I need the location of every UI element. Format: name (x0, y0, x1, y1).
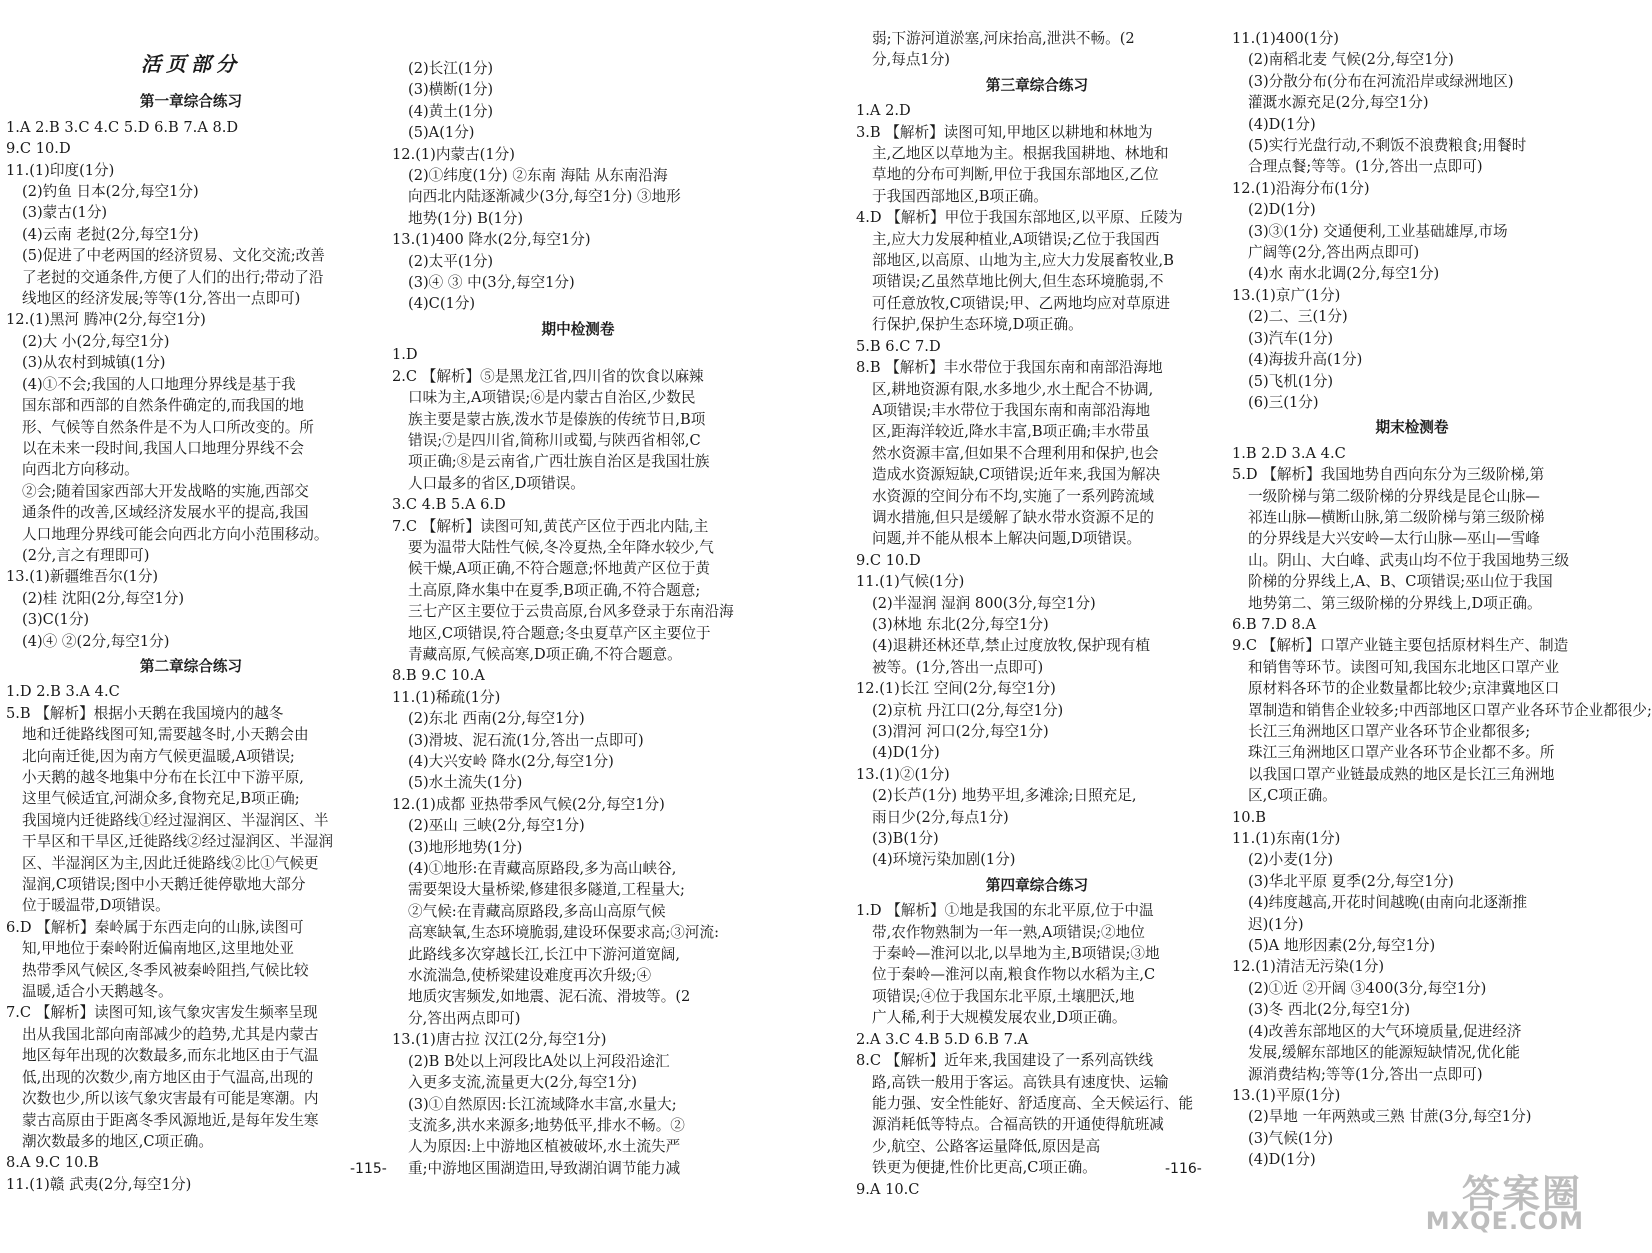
answer-line: 地区每年出现的次数最多,而东北地区由于气温 (22, 1047, 319, 1065)
answer-line: (2)B B处以上河段比A处以上河段沿途汇 (408, 1052, 670, 1070)
answer-line: (2)太平(1分) (408, 252, 494, 270)
right-page (800, 0, 1652, 1253)
answer-line: 北向南迁徙,因为南方气候更温暖,A项错误; (22, 747, 295, 765)
answer-line: 1.A 2.B 3.C 4.C 5.D 6.B 7.A 8.D (6, 118, 239, 136)
answer-line: 13.(1)平原(1分) (1232, 1086, 1341, 1104)
answer-line: 我国境内迁徙路线①经过湿润区、半湿润区、半 (22, 811, 329, 829)
answer-line: (2)小麦(1分) (1248, 851, 1334, 869)
answer-line: 通条件的改善,区域经济发展水平的提高,我国 (22, 504, 309, 522)
answer-line: 和销售等环节。读图可知,我国东北地区口罩产业 (1248, 658, 1560, 676)
answer-line: (2)长江(1分) (408, 60, 494, 77)
answer-line: 入更多支流,流量更大(2分,每空1分) (408, 1074, 637, 1092)
answer-line: 线地区的经济发展;等等(1分,答出一点即可) (22, 290, 301, 308)
answer-line: (5)促进了中老两国的经济贸易、文化交流;改善 (22, 247, 325, 265)
answer-line: (2)东北 西南(2分,每空1分) (408, 710, 585, 728)
answer-line: (3)华北平原 夏季(2分,每空1分) (1248, 872, 1454, 890)
answer-line: 位于秦岭—淮河以南,粮食作物以水稻为主,C (872, 966, 1156, 984)
answer-line: 路,高铁一般用于客运。高铁具有速度快、运输 (872, 1073, 1169, 1091)
answer-line: 2.C 【解析】⑤是黑龙江省,四川省的饮食以麻辣 (392, 367, 704, 385)
answer-line: 灌溉水源充足(2分,每空1分) (1248, 94, 1429, 112)
answer-line: 13.(1)新疆维吾尔(1分) (6, 568, 159, 586)
answer-line: 10.B (1232, 808, 1266, 826)
answer-line: 的分界线是大兴安岭—太行山脉—巫山—雪峰 (1248, 530, 1540, 548)
section-heading: 第四章综合练习 (985, 876, 1089, 894)
answer-line: (4)①不会;我国的人口地理分界线是基于我 (22, 375, 296, 393)
answer-line: 1.D 2.B 3.A 4.C (6, 683, 120, 701)
answer-line: 铁更为便捷,性价比更高,C项正确。 (872, 1159, 1097, 1177)
answer-line: (2)旱地 一年两熟或三熟 甘蔗(3分,每空1分) (1248, 1108, 1532, 1126)
answer-line: (3)分散分布(分布在河流沿岸或绿洲地区) (1248, 72, 1514, 90)
answer-line: 5.B 【解析】根据小天鹅在我国境内的越冬 (6, 704, 284, 722)
answer-line: (2)京杭 丹江口(2分,每空1分) (872, 701, 1064, 719)
answer-line: (3)①自然原因:长江流域降水丰富,水量大; (408, 1095, 677, 1113)
answer-line: 口味为主,A项错误;⑥是内蒙古自治区,少数民 (408, 389, 696, 407)
answer-line: 次数也少,所以该气象灾害最有可能是寒潮。内 (22, 1090, 319, 1108)
answer-line: (4)大兴安岭 降水(2分,每空1分) (408, 753, 614, 770)
answer-line: 山。阴山、大白峰、武夷山均不位于我国地势三级 (1248, 551, 1570, 569)
answer-line: 潮次数最多的地区,C项正确。 (22, 1132, 213, 1150)
answer-line: 3.C 4.B 5.A 6.D (392, 496, 506, 514)
answer-line: (2)桂 沈阳(2分,每空1分) (22, 589, 185, 607)
answer-line: (3)蒙古(1分) (22, 204, 108, 222)
answer-line: (4)退耕还林还草,禁止过度放牧,保护现有植 (872, 637, 1151, 655)
answer-line: 迟)(1分) (1248, 915, 1304, 933)
answer-line: 3.B 【解析】读图可知,甲地区以耕地和林地为 (856, 123, 1153, 141)
answer-line: 能力强、安全性能好、舒适度高、全天候运行、能 (872, 1094, 1194, 1112)
answer-line: 12.(1)沿海分布(1分) (1232, 179, 1370, 197)
answer-line: 项错误;乙虽然草地比例大,但生态环境脆弱,不 (872, 273, 1164, 291)
answer-line: 11.(1)东南(1分) (1232, 830, 1341, 848)
answer-line: 土高原,降水集中在夏季,B项正确,不符合题意; (408, 581, 701, 599)
answer-line: (2)南稻北麦 气候(2分,每空1分) (1248, 51, 1454, 69)
answer-line: (2)二、三(1分) (1248, 308, 1348, 326)
answer-line: 阶梯的分界线上,A、B、C项错误;巫山位于我国 (1248, 573, 1553, 591)
page-number-left: -115- (350, 1161, 387, 1177)
answer-line: 7.C 【解析】读图可知,该气象灾害发生频率呈现 (6, 1004, 318, 1022)
answer-line: 7.C 【解析】读图可知,黄芪产区位于西北内陆,主 (392, 517, 709, 535)
column-4-lines (1232, 28, 1652, 1171)
answer-line: 12.(1)清洁无污染(1分) (1232, 958, 1385, 976)
section-heading: 第三章综合练习 (985, 76, 1089, 94)
column-2 (392, 58, 764, 1179)
answer-line: 于秦岭—淮河以北,以旱地为主,B项错误;③地 (872, 945, 1160, 963)
answer-line: 高寒缺氧,生态环境脆弱,建设环保要求高;③河流: (408, 924, 719, 942)
answer-line: (2)长芦(1分) 地势平坦,多滩涂;日照充足, (872, 787, 1137, 805)
answer-line: 11.(1)气候(1分) (856, 573, 965, 591)
answer-line: 区、半湿润区为主,因此迁徙路线②比①气候更 (22, 854, 319, 872)
answer-line: 一级阶梯与第二级阶梯的分界线是昆仑山脉— (1248, 487, 1540, 505)
answer-line: 地质灾害频发,如地震、泥石流、滑坡等。(2 (408, 988, 691, 1006)
answer-line: 2.A 3.C 4.B 5.D 6.B 7.A (856, 1030, 1029, 1048)
answer-line: 青藏高原,气候高寒,D项正确,不符合题意。 (408, 645, 682, 663)
answer-line: 广阔等(2分,答出两点即可) (1248, 244, 1420, 262)
answer-line: 12.(1)长江 空间(2分,每空1分) (856, 680, 1056, 698)
answer-line: (4)海拔升高(1分) (1248, 351, 1363, 369)
section-heading: 期末检测卷 (1375, 419, 1449, 437)
answer-line: 11.(1)400(1分) (1232, 30, 1340, 47)
answer-line: 位于暖温带,D项错误。 (22, 897, 170, 915)
answer-line: 调水措施,但只是缓解了缺水带水资源不足的 (872, 508, 1154, 526)
watermark-bottom-text: MXQE.COM (1425, 1207, 1584, 1235)
answer-line: 支流多,洪水来源多;地势低平,排水不畅。② (408, 1116, 685, 1134)
answer-line: 1.D (392, 346, 418, 364)
answer-line: (4)纬度越高,开花时间越晚(由南向北逐渐推 (1248, 894, 1528, 912)
answer-line: 候干燥,A项正确,不符合题意;怀地黄产区位于黄 (408, 560, 711, 578)
answer-line: (3)地形地势(1分) (408, 838, 523, 856)
answer-line: 珠江三角洲地区口罩产业各环节企业都不多。所 (1248, 744, 1555, 762)
answer-line: 源消费结构;等等(1分,答出一点即可) (1248, 1065, 1483, 1083)
answer-line: 广人稀,利于大规模发展农业,D项正确。 (872, 1009, 1127, 1027)
answer-line: 重;中游地区围湖造田,导致湖泊调节能力减 (408, 1159, 681, 1177)
answer-line: 行保护,保护生态环境,D项正确。 (872, 316, 1083, 334)
answer-line: 需要架设大量桥梁,修建很多隧道,工程量大; (408, 881, 685, 899)
answer-line: 热带季风气候区,冬季风被秦岭阻挡,气候比较 (22, 961, 309, 979)
answer-line: (3)滑坡、泥石流(1分,答出一点即可) (408, 731, 644, 749)
answer-line: 区,耕地资源有限,水多地少,水土配合不协调, (872, 380, 1154, 398)
answer-line: (5)飞机(1分) (1248, 372, 1334, 390)
answer-line: (2)①近 ②开阔 ③400(3分,每空1分) (1248, 979, 1487, 997)
answer-line: (4)改善东部地区的大气环境质量,促进经济 (1248, 1022, 1522, 1040)
answer-line: 罩制造和销售企业较多;中西部地区口罩产业各环节企业都很少; (1248, 701, 1652, 719)
left-page (0, 0, 800, 1253)
answer-line: 国东部和西部的自然条件确定的,而我国的地 (22, 397, 304, 415)
answer-line: 发展,缓解东部地区的能源短缺情况,优化能 (1248, 1044, 1520, 1062)
watermark-logo (1420, 1163, 1588, 1237)
answer-line: 部地区,以高原、山地为主,应大力发展畜牧业,B (872, 252, 1174, 270)
answer-line: 于我国西部地区,B项正确。 (872, 187, 1048, 205)
watermark-top-text: 答案圈 (1461, 1172, 1582, 1216)
answer-line: ②气候:在青藏高原路段,多高山高原气候 (408, 902, 666, 920)
answer-line: 区,距海洋较近,降水丰富,B项正确;丰水带虽 (872, 423, 1150, 441)
answer-line: 主,乙地区以草地为主。根据我国耕地、林地和 (872, 145, 1169, 163)
answer-line: (4)④ ②(2分,每空1分) (22, 632, 170, 650)
answer-line: (4)C(1分) (408, 295, 476, 313)
answer-line: 13.(1)唐古拉 汉江(2分,每空1分) (392, 1031, 607, 1049)
answer-line: 6.B 7.D 8.A (1232, 615, 1317, 633)
answer-line: 以我国口罩产业链最成熟的地区是长江三角洲地 (1248, 765, 1555, 783)
answer-line: 1.B 2.D 3.A 4.C (1232, 444, 1346, 462)
column-2-lines (392, 58, 764, 1179)
column-3 (856, 28, 1218, 1200)
answer-line: 6.D 【解析】秦岭属于东西走向的山脉,读图可 (6, 918, 304, 936)
answer-line: 知,甲地位于秦岭附近偏南地区,这里地处亚 (22, 940, 294, 958)
answer-line: 12.(1)黑河 腾冲(2分,每空1分) (6, 311, 206, 329)
answer-line: 5.D 【解析】我国地势自西向东分为三级阶梯,第 (1232, 466, 1545, 484)
answer-line: 8.C 【解析】近年来,我国建设了一系列高铁线 (856, 1052, 1154, 1070)
answer-line: A项错误;丰水带位于我国东南和南部沿海地 (872, 401, 1151, 419)
answer-line: (2)钓鱼 日本(2分,每空1分) (22, 183, 199, 201)
answer-line: 项错误;④位于我国东北平原,土壤肥沃,地 (872, 987, 1135, 1005)
page-number-right: -116- (1165, 1161, 1202, 1177)
answer-line: (3)从农村到城镇(1分) (22, 354, 166, 372)
answer-line: 8.B 【解析】丰水带位于我国东南和南部沿海地 (856, 359, 1163, 377)
answer-line: (3)渭河 河口(2分,每空1分) (872, 723, 1049, 740)
answer-line: 合理点餐;等等。(1分,答出一点即可) (1248, 158, 1483, 176)
answer-line: 地区,C项错误,符合题意;冬虫夏草产区主要位于 (408, 624, 711, 642)
answer-line: (2)①纬度(1分) ②东南 海陆 从东南沿海 (408, 167, 668, 185)
answer-line: 小天鹅的越冬地集中分布在长江中下游平原, (22, 769, 304, 786)
answer-line: 1.A 2.D (856, 102, 911, 120)
column-4 (1232, 28, 1652, 1171)
answer-line: 雨日少(2分,每点1分) (872, 808, 1009, 826)
answer-line: 地势(1分) B(1分) (408, 209, 524, 227)
answer-line: 造成水资源短缺,C项错误;近年来,我国为解决 (872, 466, 1161, 484)
answer-line: (4)①地形:在青藏高原路段,多为高山峡谷, (408, 860, 677, 878)
answer-line: (3)林地 东北(2分,每空1分) (872, 615, 1049, 633)
answer-line: (4)黄土(1分) (408, 102, 494, 120)
answer-line: 带,农作物熟制为一年一熟,A项错误;②地位 (872, 923, 1145, 941)
answer-line: (3)汽车(1分) (1248, 329, 1334, 347)
answer-line: 温暖,适合小天鹅越冬。 (22, 983, 173, 1001)
answer-line: 水流湍急,使桥梁建设难度再次升级;④ (408, 967, 652, 985)
answer-line: (3)④ ③ 中(3分,每空1分) (408, 274, 575, 292)
answer-line: 族主要是蒙古族,泼水节是傣族的传统节日,B项 (408, 410, 706, 428)
answer-line: 此路线多次穿越长江,长江中下游河道宽阔, (408, 945, 680, 963)
answer-line: (2)D(1分) (1248, 201, 1316, 219)
section-heading: 期中检测卷 (541, 320, 615, 338)
column-1-lines (6, 91, 376, 1195)
answer-line: 11.(1)印度(1分) (6, 161, 115, 179)
answer-line: 形、气候等自然条件是不为人口所改变的。所 (22, 418, 314, 436)
section-heading: 第二章综合练习 (139, 657, 243, 675)
answer-line: 9.A 10.C (856, 1180, 920, 1198)
answer-line: (3)气候(1分) (1248, 1129, 1334, 1147)
answer-line: 地和迁徙路线图可知,需要越冬时,小天鹅会由 (22, 726, 309, 744)
answer-line: 13.(1)400 降水(2分,每空1分) (392, 231, 591, 249)
answer-line: 分,每点1分) (872, 51, 950, 69)
answer-line: 分,答出两点即可) (408, 1009, 521, 1027)
answer-line: 少,航空、公路客运量降低,原因是高 (872, 1137, 1101, 1155)
answer-line: 11.(1)稀疏(1分) (392, 688, 501, 706)
answer-line: 问题,并不能从根本上解决问题,D项错误。 (872, 530, 1142, 548)
answer-line: 干旱区和干旱区,迁徙路线②经过湿润区、半湿润 (22, 833, 334, 851)
answer-line: 弱;下游河道淤塞,河床抬高,泄洪不畅。(2 (872, 30, 1135, 47)
answer-line: 长江三角洲地区口罩产业各环节企业都很多; (1248, 723, 1531, 740)
answer-line: ②会;随着国家西部大开发战略的实施,西部交 (22, 482, 309, 500)
answer-line: 源消耗低等特点。合福高铁的开通使得航班减 (872, 1116, 1164, 1134)
answer-line: (2分,言之有理即可) (22, 546, 150, 564)
answer-line: 项正确;⑧是云南省,广西壮族自治区是我国壮族 (408, 453, 710, 471)
answer-line: (3)C(1分) (22, 611, 90, 629)
answer-line: (4)环境污染加剧(1分) (872, 851, 1016, 869)
answer-line: 向西北内陆逐渐减少(3分,每空1分) ③地形 (408, 188, 681, 206)
answer-line: 向西北方向移动。 (22, 461, 139, 479)
answer-line: 4.D 【解析】甲位于我国东部地区,以平原、丘陵为 (856, 209, 1183, 227)
answer-line: 草地的分布可判断,甲位于我国东部地区,乙位 (872, 166, 1159, 184)
answer-line: (4)D(1分) (1248, 115, 1316, 133)
answer-line: (3)B(1分) (872, 830, 939, 848)
answer-line: 13.(1)京广(1分) (1232, 286, 1341, 304)
answer-line: 9.C 【解析】口罩产业链主要包括原材料生产、制造 (1232, 637, 1569, 655)
section-title: 活页部分 (141, 52, 241, 76)
section-heading: 第一章综合练习 (139, 93, 243, 111)
answer-line: 以在未来一段时间,我国人口地理分界线不会 (22, 439, 304, 457)
answer-line: 原材料各环节的企业数量都比较少;京津冀地区口 (1248, 680, 1560, 698)
answer-line: (2)半湿润 湿润 800(3分,每空1分) (872, 594, 1096, 612)
answer-line: 三七产区主要位于云贵高原,台风多登录于东南沿海 (408, 603, 734, 621)
answer-line: 要为温带大陆性气候,冬冷夏热,全年降水较少,气 (408, 538, 714, 556)
answer-line: 1.D 【解析】①地是我国的东北平原,位于中温 (856, 902, 1154, 920)
answer-line: 区,C项正确。 (1248, 787, 1337, 805)
answer-line: 祁连山脉—横断山脉,第二级阶梯与第三级阶梯 (1248, 508, 1545, 526)
answer-line: (3)横断(1分) (408, 81, 494, 99)
answer-line: (5)水土流失(1分) (408, 774, 523, 792)
answer-line: 5.B 6.C 7.D (856, 337, 941, 355)
answer-line: 人口最多的省区,D项错误。 (408, 474, 585, 492)
answer-line: 错误;⑦是四川省,简称川或蜀,与陕西省相邻,C (408, 431, 701, 449)
answer-line: 湿润,C项错误;图中小天鹅迁徙停歇地大部分 (22, 876, 306, 894)
answer-line: 12.(1)成都 亚热带季风气候(2分,每空1分) (392, 795, 665, 813)
answer-line: 13.(1)②(1分) (856, 765, 950, 783)
answer-line: (5)A(1分) (408, 124, 475, 142)
answer-line: (3)冬 西北(2分,每空1分) (1248, 1001, 1411, 1019)
answer-line: 9.C 10.D (6, 140, 71, 158)
answer-line: 蒙古高原由于距离冬季风源地近,是每年发生寒 (22, 1111, 319, 1129)
answer-line: 人为原因:上中游地区植被破坏,水土流失严 (408, 1138, 681, 1156)
answer-line: 了老挝的交通条件,方便了人们的出行;带动了沿 (22, 268, 324, 286)
answer-line: 主,应大力发展种植业,A项错误;乙位于我国西 (872, 230, 1160, 248)
answer-line: 9.C 10.D (856, 551, 921, 569)
column-1 (6, 32, 376, 1195)
answer-line: 人口地理分界线可能会向西北方向小范围移动。 (22, 525, 329, 543)
answer-line: 地势第二、第三级阶梯的分界线上,D项正确。 (1248, 594, 1542, 612)
answer-line: 然水资源丰富,但如果不合理利用和保护,也会 (872, 444, 1159, 462)
answer-line: 11.(1)赣 武夷(2分,每空1分) (6, 1175, 192, 1193)
answer-line: (4)D(1分) (872, 744, 940, 762)
column-3-lines (856, 28, 1218, 1200)
answer-line: (5)A 地形因素(2分,每空1分) (1248, 937, 1436, 955)
answer-line: 这里气候适宜,河湖众多,食物充足,B项正确; (22, 790, 300, 808)
answer-line: 低,出现的次数少,南方地区由于气温高,出现的 (22, 1068, 314, 1086)
answer-line: 8.B 9.C 10.A (392, 667, 485, 685)
answer-line: (2)大 小(2分,每空1分) (22, 332, 170, 350)
answer-line: 出从我国北部向南部减少的趋势,尤其是内蒙古 (22, 1025, 319, 1043)
answer-line: (5)实行光盘行动,不剩饭不浪费粮食;用餐时 (1248, 137, 1527, 155)
answer-line: (4)D(1分) (1248, 1151, 1316, 1169)
answer-line: 被等。(1分,答出一点即可) (872, 658, 1044, 676)
answer-line: (4)水 南水北调(2分,每空1分) (1248, 265, 1440, 283)
answer-line: (3)③(1分) 交通便利,工业基础雄厚,市场 (1248, 222, 1508, 240)
answer-line: 8.A 9.C 10.B (6, 1154, 99, 1172)
answer-line: 12.(1)内蒙古(1分) (392, 145, 515, 163)
answer-line: (6)三(1分) (1248, 393, 1319, 411)
answer-line: (2)巫山 三峡(2分,每空1分) (408, 817, 585, 835)
answer-line: 水资源的空间分布不均,实施了一系列跨流域 (872, 487, 1154, 505)
answer-line: (4)云南 老挝(2分,每空1分) (22, 225, 199, 243)
answer-line: 可任意放牧,C项错误;甲、乙两地均应对草原进 (872, 294, 1171, 312)
